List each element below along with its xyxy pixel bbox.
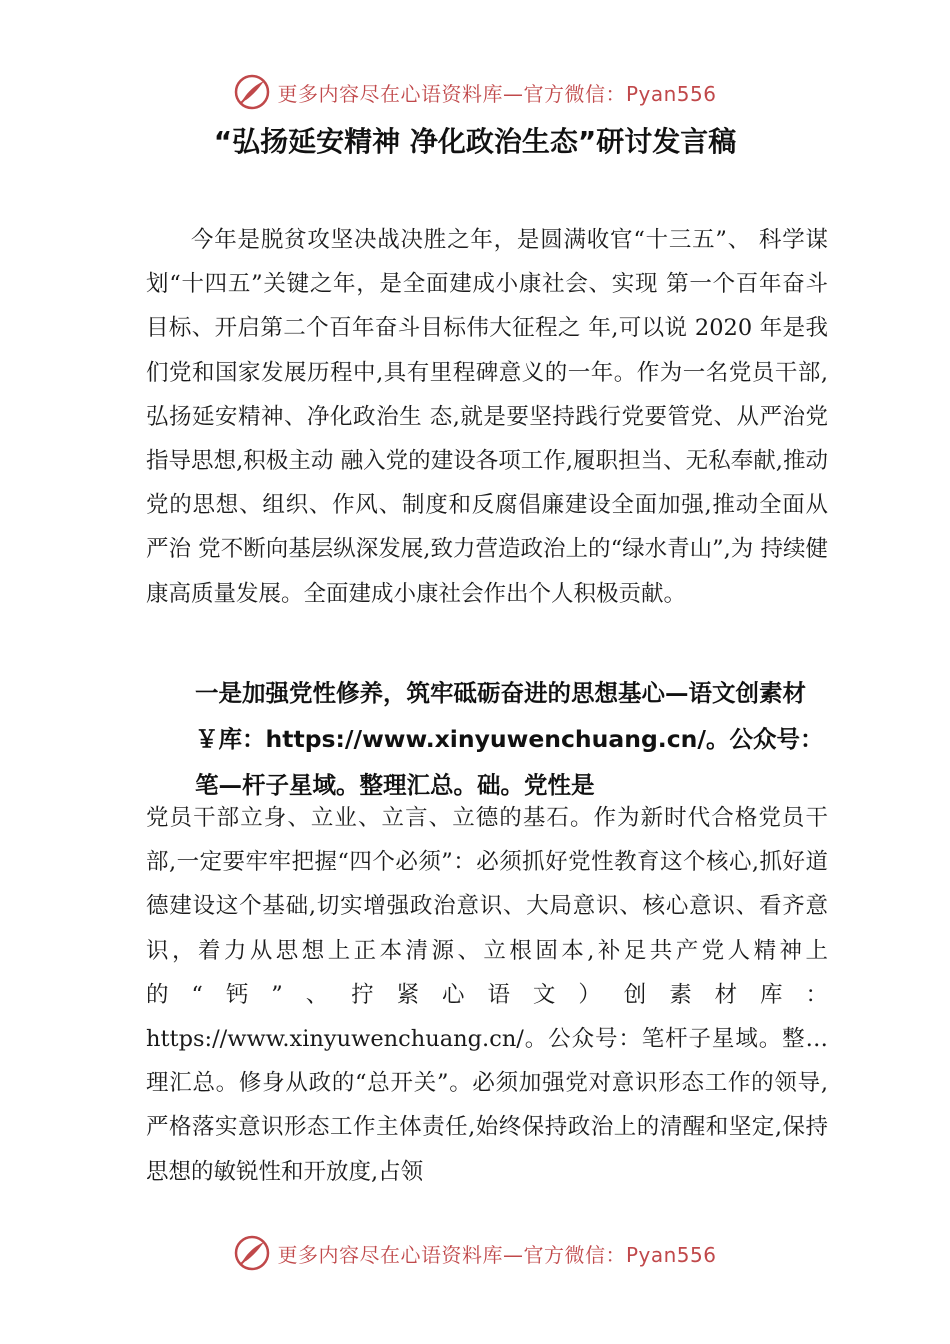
header-banner [0,70,950,114]
quill-seal-icon [233,73,271,111]
intro-paragraph: 今年是脱贫攻坚决战决胜之年，是圆满收官“十三五”、 科学谋划“十四五”关键之年，是全面建成小康社会、实现 第一个百年奋斗目标、开启第二个百年奋斗目标伟大征程之 年,可以说 2020 年是我们党和国家发展历程中,具有里程碑意义的一年。作为一名党员干部,弘扬延安精神、净化政治生 态,就是要坚持践行党要管党、从严治党指导思想,积极主动 融入党的建设各项工作,履职担当、无私奉献,推动党的思想、组织、作风、制度和反腐倡廉建设全面加强,推动全面从严治 党不断向基层纵深发展,致力营造政治上的“绿水青山”,为 持续健康高质量发展。全面建成小康社会作出个人积极贡献。 [146,227,828,607]
footer-banner [0,1231,950,1275]
intro-section [146,218,828,616]
section-1-body [146,796,828,1194]
section-1-paragraph: 党员干部立身、立业、立言、立德的基石。作为新时代合格党员干部,一定要牢牢把握“四个必须”：必须抓好党性教育这个核心,抓好道德建设这个基础,切实增强政治意识、大局意识、核心意识、看齐意识，着力从思想上正本清源、立根固本,补足共产党人精神上的“钙”、拧紧心语文）创素材库：https://www.xinyuwenchuang.cn/。公众号：笔杆子星域。整…理汇总。修身从政的“总开关”。必须加强党对意识形态工作的领导,严格落实意识形态工作主体责任,始终保持政治上的清醒和坚定,保持思想的敏锐性和开放度,占领 [146,805,828,1185]
footer-banner-text: 更多内容尽在心语资料库—官方微信：Pyan556 [277,1242,717,1267]
header-banner-text: 更多内容尽在心语资料库—官方微信：Pyan556 [277,81,717,106]
section-heading-1: 一是加强党性修养，筑牢砥砺奋进的思想基心—语文创素材￥库：https://www.xinyuwenchuang.cn/。公众号：笔—杆子星域。整理汇总。础。党性是 [195,679,824,799]
document-title: “弘扬延安精神 净化政治生态”研讨发言稿 [213,125,737,158]
quill-seal-icon [233,1234,271,1272]
